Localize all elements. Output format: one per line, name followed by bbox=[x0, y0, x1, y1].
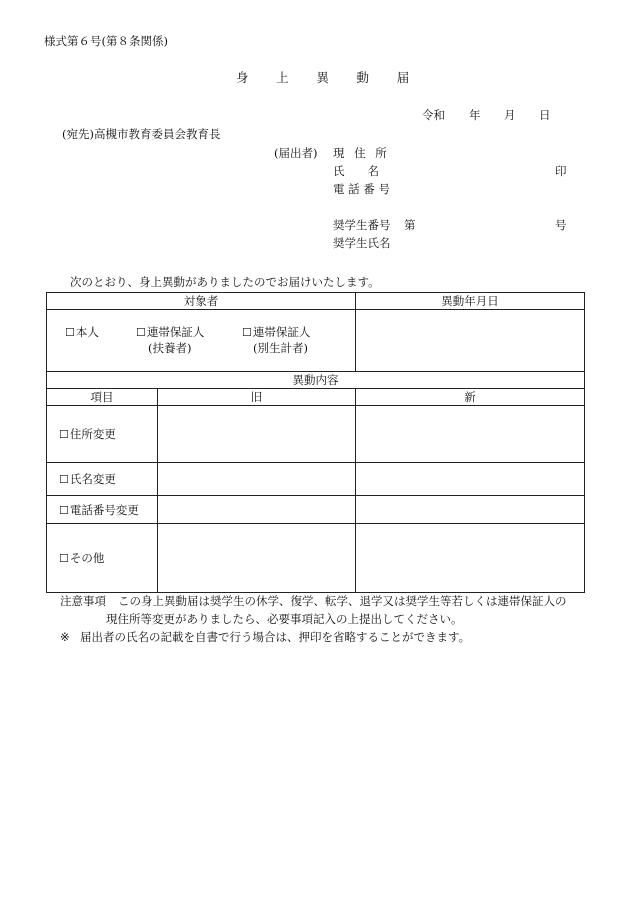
note-line-1: この身上異動届は奨学生の休学、復学、転学、退学又は奨学生等若しくは連帯保証人の bbox=[118, 594, 567, 608]
target-label: 連帯保証人 bbox=[146, 325, 205, 339]
scholar-number-suffix: 号 bbox=[555, 218, 567, 232]
form-number: 様式第６号(第８条関係) bbox=[44, 34, 168, 48]
asterisk-note: 届出者の氏名の記載を自書で行う場合は、押印を省略することができます。 bbox=[80, 630, 471, 644]
target-sub-label: (別生計者) bbox=[253, 341, 308, 355]
phone-label: 電 話 番 号 bbox=[333, 182, 390, 196]
new-value-input[interactable] bbox=[356, 496, 585, 524]
date-era: 令和 bbox=[422, 108, 445, 122]
old-value-input[interactable] bbox=[158, 524, 356, 593]
target-cell bbox=[47, 310, 356, 372]
date-month: 月 bbox=[504, 108, 516, 122]
scholar-number-prefix: 第 bbox=[404, 218, 416, 232]
col-old-header: 旧 bbox=[158, 389, 356, 406]
target-sub-label: (扶養者) bbox=[148, 341, 192, 355]
name-label: 氏 名 bbox=[333, 164, 379, 178]
applicant-label: (届出者) bbox=[274, 146, 318, 160]
table-row bbox=[47, 463, 585, 496]
scholar-name-label: 奨学生氏名 bbox=[333, 236, 391, 250]
intro-text: 次のとおり、身上異動がありましたのでお届けいたします。 bbox=[70, 275, 380, 289]
change-table bbox=[46, 292, 585, 593]
old-value-input[interactable] bbox=[158, 463, 356, 496]
new-value-input[interactable] bbox=[356, 524, 585, 593]
title-char: 届 bbox=[396, 70, 410, 85]
col-item-header: 項目 bbox=[47, 389, 158, 406]
row-label: 電話番号変更 bbox=[69, 502, 139, 517]
change-date-input[interactable] bbox=[356, 310, 585, 372]
checkbox-icon[interactable]: ☐ bbox=[136, 326, 146, 339]
target-label: 本人 bbox=[75, 325, 99, 339]
row-label: 住所変更 bbox=[69, 427, 116, 441]
target-header: 対象者 bbox=[47, 293, 356, 310]
checkbox-icon[interactable]: ☐ bbox=[59, 473, 69, 486]
row-label: 氏名変更 bbox=[69, 472, 116, 486]
title-char: 異 bbox=[316, 70, 329, 85]
date-year: 年 bbox=[469, 108, 481, 122]
checkbox-icon[interactable]: ☐ bbox=[65, 326, 75, 339]
col-new-header: 新 bbox=[356, 389, 585, 406]
checkbox-icon[interactable]: ☐ bbox=[59, 503, 69, 517]
checkbox-icon[interactable]: ☐ bbox=[59, 428, 69, 441]
table-row bbox=[47, 406, 585, 463]
note-label: 注意事項 bbox=[60, 594, 106, 608]
old-value-input[interactable] bbox=[158, 496, 356, 524]
row-other[interactable] bbox=[47, 524, 158, 593]
row-label: その他 bbox=[69, 551, 105, 565]
address-label: 現 住 所 bbox=[333, 146, 390, 160]
target-self[interactable] bbox=[65, 327, 99, 339]
title-char: 上 bbox=[276, 70, 289, 85]
new-value-input[interactable] bbox=[356, 463, 585, 496]
table-row bbox=[47, 496, 585, 524]
note-line-2: 現住所等変更がありましたら、必要事項記入の上提出してください。 bbox=[106, 612, 463, 626]
target-guarantor-separate[interactable] bbox=[242, 327, 310, 339]
checkbox-icon[interactable]: ☐ bbox=[59, 552, 69, 565]
addressee: (宛先)高槻市教育委員会教育長 bbox=[62, 127, 221, 141]
page-title bbox=[236, 72, 433, 85]
title-char: 動 bbox=[356, 70, 370, 85]
asterisk-mark: ※ bbox=[60, 630, 70, 644]
checkbox-icon[interactable]: ☐ bbox=[242, 326, 252, 339]
content-header: 異動内容 bbox=[47, 372, 585, 389]
table-row bbox=[47, 524, 585, 593]
seal-mark: 印 bbox=[555, 164, 567, 178]
row-address-change[interactable] bbox=[47, 406, 158, 463]
new-value-input[interactable] bbox=[356, 406, 585, 463]
row-phone-change[interactable] bbox=[47, 496, 158, 524]
date-day: 日 bbox=[539, 108, 551, 122]
scholar-number-label: 奨学生番号 bbox=[333, 218, 391, 232]
target-label: 連帯保証人 bbox=[252, 325, 311, 339]
title-char: 身 bbox=[236, 70, 249, 85]
date-header: 異動年月日 bbox=[356, 293, 585, 310]
old-value-input[interactable] bbox=[158, 406, 356, 463]
target-guarantor-dependent[interactable] bbox=[136, 327, 204, 339]
row-name-change[interactable] bbox=[47, 463, 158, 496]
